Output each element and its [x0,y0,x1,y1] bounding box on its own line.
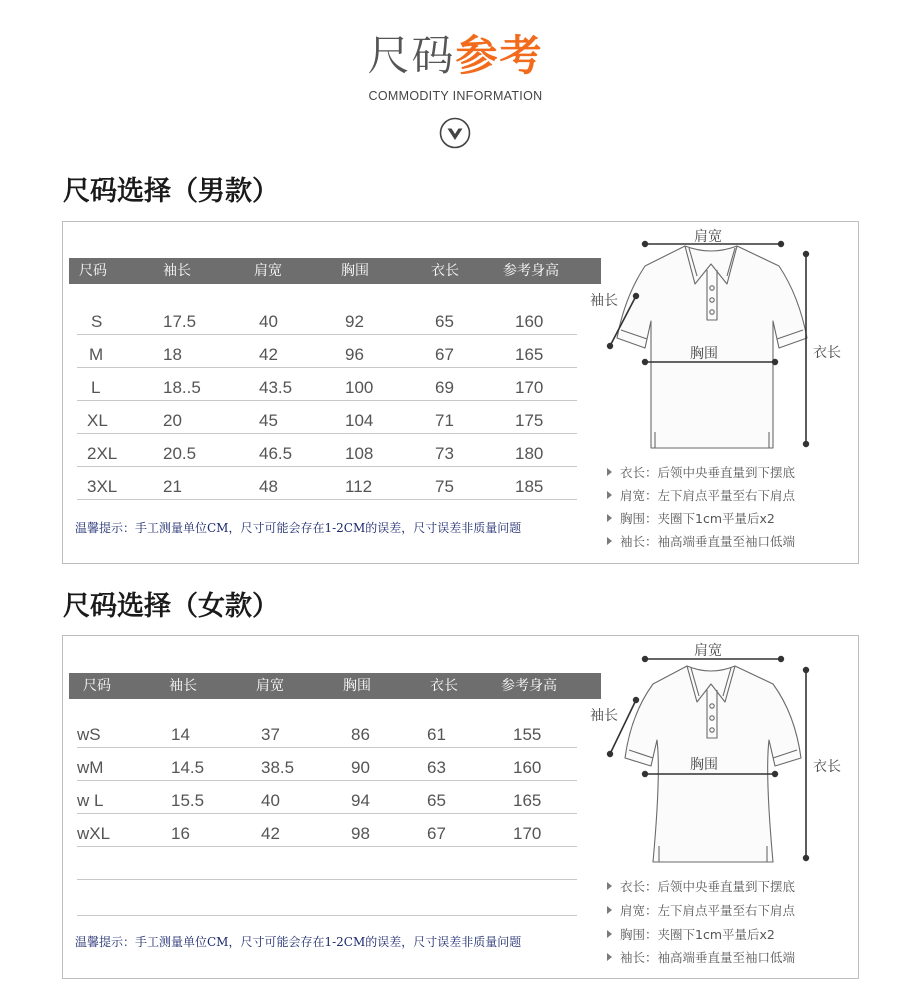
cell-height: 160 [515,312,544,331]
cell-sleeve: 20.5 [163,444,197,463]
triangle-right-icon [607,930,612,938]
cell-chest: 108 [345,444,374,463]
note-length: 衣长：后领中央垂直量到下摆底 [607,878,795,896]
cell-length: 65 [427,791,446,810]
cell-length: 67 [435,345,454,364]
cell-sleeve: 20 [163,411,182,430]
cell-height: 160 [513,758,542,777]
cell-shoulder: 37 [261,725,280,744]
cell-chest: 92 [345,312,364,331]
cell-shoulder: 48 [259,477,278,496]
triangle-right-icon [607,953,612,961]
note-chest: 胸围：夹圈下1cm平量后x2 [607,510,775,528]
cell-sleeve: 14.5 [171,758,205,777]
women-section-title: 尺码选择（女款） [63,591,279,622]
women-size-tip: 温馨提示：手工测量单位CM，尺寸可能会存在1-2CM的误差，尺寸误差非质量问题 [75,935,522,949]
col-height: 参考身高 [503,263,559,279]
cell-sleeve: 14 [171,725,190,744]
page-title-part2: 参考 [455,31,544,80]
page-title-part1: 尺码 [367,31,456,80]
col-shoulder: 肩宽 [256,678,284,694]
cell-size: S [91,312,103,331]
cell-height: 180 [515,444,544,463]
cell-shoulder: 46.5 [259,444,293,463]
cell-length: 73 [435,444,454,463]
length-label: 衣长 [813,345,841,361]
note-sleeve: 袖长：袖高端垂直量至袖口低端 [607,533,795,551]
cell-length: 75 [435,477,454,496]
cell-chest: 112 [345,477,373,496]
cell-shoulder: 45 [259,411,278,430]
triangle-right-icon [607,906,612,914]
triangle-right-icon [607,468,612,476]
cell-shoulder: 38.5 [261,758,295,777]
cell-height: 175 [515,411,544,430]
triangle-right-icon [607,514,612,522]
cell-size: M [89,345,104,364]
col-size: 尺码 [79,263,107,279]
note-chest: 胸围：夹圈下1cm平量后x2 [607,926,775,944]
cell-shoulder: 42 [259,345,278,364]
cell-sleeve: 16 [171,824,190,843]
cell-chest: 94 [351,791,370,810]
col-shoulder: 肩宽 [254,263,282,279]
cell-chest: 90 [351,758,370,777]
men-size-panel [62,221,859,564]
page-header [0,0,911,160]
shoulder-label: 肩宽 [694,643,722,659]
cell-height: 165 [515,345,544,364]
cell-size: XL [87,411,108,430]
men-section-title: 尺码选择（男款） [63,176,279,207]
men-size-tip: 温馨提示：手工测量单位CM，尺寸可能会存在1-2CM的误差，尺寸误差非质量问题 [75,521,522,535]
cell-chest: 86 [351,725,370,744]
triangle-right-icon [607,882,612,890]
cell-sleeve: 21 [163,477,182,496]
sleeve-label: 袖长 [590,293,618,309]
length-label: 衣长 [813,759,841,775]
cell-chest: 100 [345,378,374,397]
cell-shoulder: 43.5 [259,378,293,397]
cell-sleeve: 18..5 [163,378,201,397]
cell-chest: 104 [345,411,374,430]
page-subtitle: COMMODITY INFORMATION [368,89,543,103]
cell-length: 65 [435,312,454,331]
cell-shoulder: 42 [261,824,280,843]
page-title [0,28,911,84]
cell-size: w L [77,791,104,810]
cell-size: 2XL [87,444,118,463]
cell-chest: 96 [345,345,364,364]
triangle-right-icon [607,537,612,545]
cell-size: wS [77,725,101,744]
note-shoulder: 肩宽：左下肩点平量至右下肩点 [607,487,795,505]
triangle-right-icon [607,491,612,499]
cell-shoulder: 40 [261,791,280,810]
cell-sleeve: 17.5 [163,312,197,331]
cell-size: 3XL [87,477,118,496]
col-length: 衣长 [431,263,459,279]
cell-height: 170 [515,378,544,397]
cell-shoulder: 40 [259,312,278,331]
shoulder-label: 肩宽 [694,229,722,245]
cell-height: 155 [513,725,542,744]
cell-height: 170 [513,824,542,843]
col-sleeve: 袖长 [163,263,191,279]
col-sleeve: 袖长 [169,678,197,694]
note-shoulder: 肩宽：左下肩点平量至右下肩点 [607,902,795,920]
chest-label: 胸围 [690,346,718,362]
cell-height: 185 [515,477,544,496]
col-chest: 胸围 [341,263,369,279]
cell-height: 165 [513,791,542,810]
note-sleeve: 袖长：袖高端垂直量至袖口低端 [607,949,795,967]
cell-length: 67 [427,824,446,843]
cell-sleeve: 18 [163,345,182,364]
cell-size: wXL [77,824,111,843]
cell-length: 69 [435,378,454,397]
women-size-panel [62,635,859,979]
col-length: 衣长 [430,678,458,694]
col-size: 尺码 [83,678,111,694]
cell-sleeve: 15.5 [171,791,205,810]
sleeve-label: 袖长 [590,708,618,724]
cell-length: 61 [427,725,446,744]
note-length: 衣长：后领中央垂直量到下摆底 [607,464,795,482]
cell-length: 71 [435,411,454,430]
chevron-down-circle-icon [439,117,471,149]
cell-size: wM [77,758,104,777]
cell-chest: 98 [351,824,370,843]
chest-label: 胸围 [690,757,718,773]
col-height: 参考身高 [501,678,557,694]
cell-length: 63 [427,758,446,777]
col-chest: 胸围 [343,678,371,694]
cell-size: L [91,378,101,397]
